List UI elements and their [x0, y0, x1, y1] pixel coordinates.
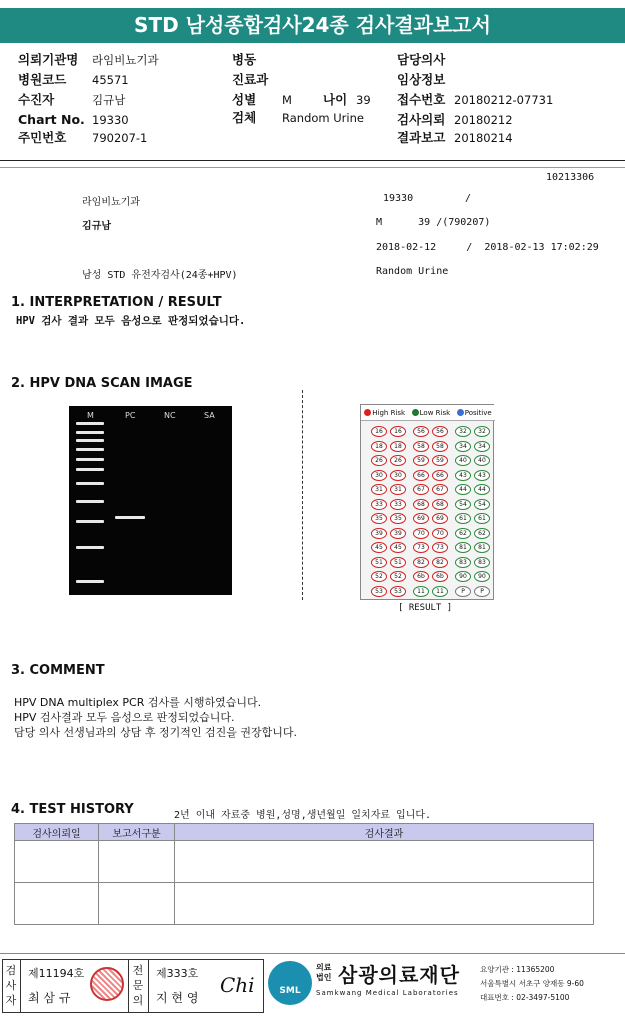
section-test-history: 4. TEST HISTORY [11, 802, 134, 817]
divider [0, 953, 625, 954]
chip-probe: 18 [390, 441, 406, 452]
info-row: 수진자 [18, 92, 55, 107]
info-value: 45571 [92, 73, 129, 87]
marker-band [76, 439, 104, 442]
chip-probe: 69 [432, 513, 448, 524]
chip-probe: 58 [432, 441, 448, 452]
section-comment: 3. COMMENT [11, 663, 105, 678]
high-risk-dot-icon [364, 409, 371, 416]
report-sex-age: M 39 /(790207) [376, 217, 491, 228]
chip-probe: 6b [413, 571, 429, 582]
comment-block [14, 695, 297, 740]
chip-probe: 56 [432, 426, 448, 437]
specimen-value: Random Urine [282, 111, 364, 125]
marker-band [76, 422, 104, 425]
chip-probe: 34 [474, 441, 490, 452]
org-name: 삼광의료재단 [338, 963, 460, 987]
divider [128, 959, 129, 1013]
marker-band [76, 431, 104, 434]
chip-probe: 31 [390, 484, 406, 495]
chip-probe: 35 [390, 513, 406, 524]
sex-value: M [282, 93, 292, 107]
history-header: 검사결과 [175, 824, 594, 841]
specialist-name: 지 현 영 [156, 991, 199, 1005]
section-interpretation: 1. INTERPRETATION / RESULT [11, 295, 222, 310]
specialist-label: 전문의 [132, 964, 144, 1007]
gel-lane-label: NC [164, 411, 176, 420]
chip-probe: 52 [390, 571, 406, 582]
receipt-label: 접수번호 [397, 92, 446, 107]
table-row [15, 883, 594, 925]
chip-probe: 66 [432, 470, 448, 481]
gel-lane-label: SA [204, 411, 215, 420]
history-note: 2년 이내 자료중 병원,성명,생년월일 일치자료 입니다. [174, 810, 432, 821]
comment-line: HPV DNA multiplex PCR 검사를 시행하였습니다. [14, 696, 262, 709]
chip-probe: 81 [474, 542, 490, 553]
chip-probe: 43 [474, 470, 490, 481]
chip-probe: 40 [455, 455, 471, 466]
marker-band [76, 468, 104, 471]
chip-probe: P [455, 586, 471, 597]
info-row: 주민번호 [18, 130, 67, 145]
chip-probe: 16 [371, 426, 387, 437]
tester-label: 검사자 [5, 964, 17, 1007]
info-value: 라임비뇨기과 [92, 53, 159, 67]
divider [20, 959, 21, 1013]
report-test-name: 남성 STD 유전자검사(24종+HPV) [82, 270, 238, 281]
info-value: 김규남 [92, 93, 126, 107]
chip-probe: 70 [413, 528, 429, 539]
marker-band [76, 580, 104, 583]
chip-probe: 6b [432, 571, 448, 582]
chip-probe: 31 [371, 484, 387, 495]
contact-info: 요양기관 : 11365200 서울특별시 서초구 양재동 9-60 대표번호 : 02-3497-5100 [480, 965, 584, 1002]
info-row: 의뢰기관명 [18, 52, 79, 67]
specimen-label: 검체 [232, 110, 257, 125]
chip-probe: 44 [455, 484, 471, 495]
report-name: 김규남 [82, 221, 111, 232]
chip-probe: 26 [371, 455, 387, 466]
chip-probe: 67 [432, 484, 448, 495]
divider [148, 959, 149, 1013]
chip-probe: 33 [371, 499, 387, 510]
ward-label: 병동 [232, 52, 257, 67]
chip-probe: 51 [371, 557, 387, 568]
gel-image [69, 406, 232, 595]
marker-band [76, 500, 104, 503]
chip-probe: 58 [413, 441, 429, 452]
chip-probe: 73 [432, 542, 448, 553]
chip-probe: 61 [455, 513, 471, 524]
chip-probe: 44 [474, 484, 490, 495]
request-label: 검사의뢰 [397, 112, 446, 127]
chip-probe: 45 [371, 542, 387, 553]
divider [0, 167, 625, 168]
gel-lane-label: M [87, 411, 94, 420]
marker-band [76, 482, 104, 485]
low-risk-dot-icon [412, 409, 419, 416]
age-value: 39 [356, 93, 371, 107]
chip-probe: 90 [474, 571, 490, 582]
report-slash: / [465, 193, 472, 204]
tester-name: 최 삼 규 [28, 991, 71, 1005]
chip-probe: 81 [455, 542, 471, 553]
info-row: 병원코드 [18, 72, 67, 87]
comment-line: 담당 의사 선생님과의 상담 후 정기적인 검진을 권장합니다. [14, 726, 297, 739]
seal-stamp-icon [90, 967, 124, 1001]
chip-probe: 73 [413, 542, 429, 553]
dept-label: 진료과 [232, 72, 269, 87]
chip-probe: 66 [413, 470, 429, 481]
tester-number: 제11194호 [28, 967, 85, 980]
hpv-chip [360, 404, 494, 600]
chip-probe: 68 [413, 499, 429, 510]
age-label: 나이 [323, 92, 348, 107]
chip-probe: 56 [413, 426, 429, 437]
chip-probe: 39 [390, 528, 406, 539]
chip-probe: 43 [455, 470, 471, 481]
sml-logo-icon: SML [268, 961, 312, 1005]
legend-positive: Positive [457, 409, 492, 417]
history-header: 검사의뢰일 [15, 824, 99, 841]
chip-probe: 33 [390, 499, 406, 510]
table-row [15, 841, 594, 883]
interpretation-text: HPV 검사 결과 모두 음성으로 판정되었습니다. [16, 315, 246, 327]
signature-icon: Chi [220, 973, 255, 997]
org-english-name: Samkwang Medical Laboratories [316, 989, 459, 997]
chip-probe: 18 [371, 441, 387, 452]
chip-caption: [ RESULT ] [398, 603, 453, 613]
chip-probe: 51 [390, 557, 406, 568]
legend-low-risk: Low Risk [412, 409, 451, 417]
gel-lane-label: PC [125, 411, 136, 420]
chip-probe: 54 [474, 499, 490, 510]
marker-band [76, 448, 104, 451]
chip-probe: 16 [390, 426, 406, 437]
chip-probe: 61 [474, 513, 490, 524]
chip-probe: 59 [432, 455, 448, 466]
info-value: 790207-1 [92, 131, 148, 145]
chip-probe: 30 [390, 470, 406, 481]
chip-probe: P [474, 586, 490, 597]
chip-probe: 35 [371, 513, 387, 524]
chip-probe: 40 [474, 455, 490, 466]
positive-dot-icon [457, 409, 464, 416]
chip-probe: 26 [390, 455, 406, 466]
doctor-label: 담당의사 [397, 52, 446, 67]
chip-probe: 67 [413, 484, 429, 495]
report-value: 20180214 [454, 131, 513, 145]
chip-probe: 83 [455, 557, 471, 568]
chip-probe: 83 [474, 557, 490, 568]
chip-probe: 54 [455, 499, 471, 510]
chip-probe: 32 [474, 426, 490, 437]
report-label: 결과보고 [397, 130, 446, 145]
specialist-number: 제333호 [156, 967, 199, 980]
chip-probe: 69 [413, 513, 429, 524]
chip-probe: 62 [455, 528, 471, 539]
chip-probe: 32 [455, 426, 471, 437]
info-value: 19330 [92, 113, 129, 127]
chip-probe: 11 [413, 586, 429, 597]
chip-probe: 53 [390, 586, 406, 597]
chip-probe: 62 [474, 528, 490, 539]
report-dates: 2018-02-12 / 2018-02-13 17:02:29 [376, 242, 599, 253]
marker-band [76, 546, 104, 549]
chip-probe: 39 [371, 528, 387, 539]
request-value: 20180212 [454, 113, 513, 127]
info-row: Chart No. [18, 112, 85, 127]
chip-probe: 34 [455, 441, 471, 452]
report-clinic: 라임비뇨기과 [82, 197, 140, 208]
section-scan-image: 2. HPV DNA SCAN IMAGE [11, 376, 193, 391]
org-prefix: 의료법인 [316, 963, 332, 982]
chip-probe: 30 [371, 470, 387, 481]
chip-probe: 45 [390, 542, 406, 553]
chip-legend [361, 405, 495, 421]
chip-probe: 82 [432, 557, 448, 568]
report-title: STD 남성종합검사24종 검사결과보고서 [0, 8, 625, 43]
marker-band [76, 458, 104, 461]
report-code: 10213306 [546, 172, 595, 183]
divider-dashed [302, 390, 303, 600]
report-chart: 19330 [383, 193, 414, 204]
chip-probe: 59 [413, 455, 429, 466]
comment-line: HPV 검사결과 모두 음성으로 판정되었습니다. [14, 711, 235, 724]
chip-probe: 90 [455, 571, 471, 582]
chip-probe: 11 [432, 586, 448, 597]
clinical-label: 임상정보 [397, 72, 446, 87]
chip-probe: 82 [413, 557, 429, 568]
pc-band [115, 516, 145, 519]
marker-band [76, 520, 104, 523]
receipt-value: 20180212-07731 [454, 93, 554, 107]
divider [0, 160, 625, 161]
chip-probe: 68 [432, 499, 448, 510]
sex-label: 성별 [232, 92, 257, 107]
history-table [14, 823, 594, 925]
chip-probe: 53 [371, 586, 387, 597]
footer [0, 957, 625, 1015]
chip-probe: 70 [432, 528, 448, 539]
legend-high-risk: High Risk [364, 409, 405, 417]
report-specimen: Random Urine [376, 266, 449, 277]
history-header: 보고서구분 [99, 824, 175, 841]
chip-probe: 52 [371, 571, 387, 582]
